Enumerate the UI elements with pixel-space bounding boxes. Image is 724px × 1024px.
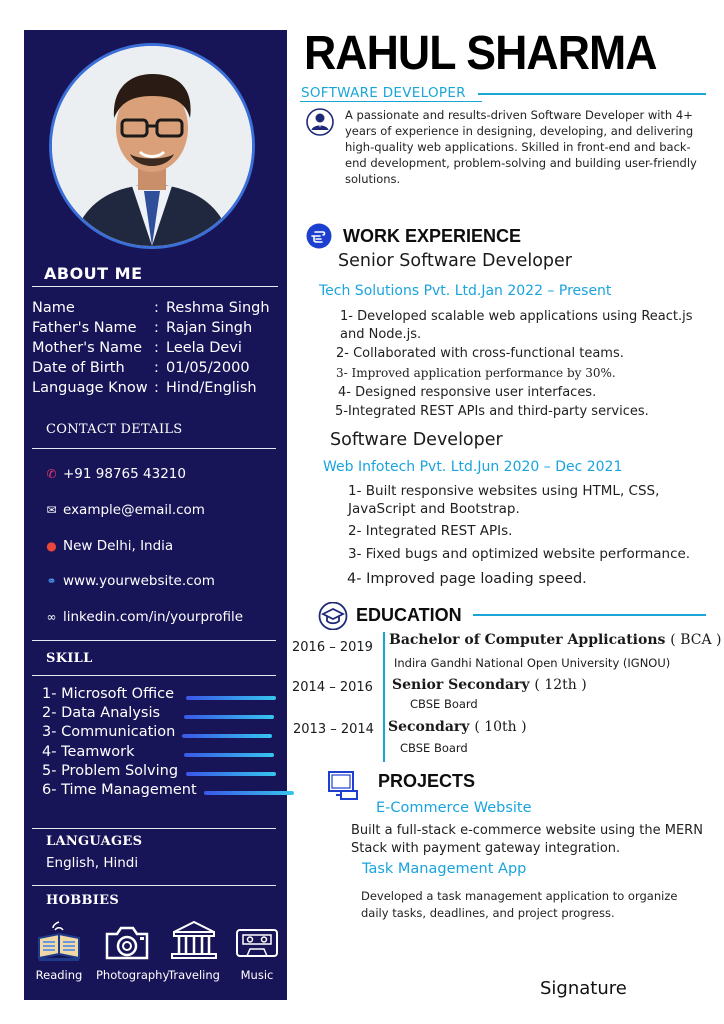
about-value: Leela Devi: [166, 340, 242, 356]
degree-name: Bachelor of Computer Applications: [389, 632, 666, 648]
profile-summary: A passionate and results-driven Software Developer with 4+ years of experience in designing, developing, and delivering high-quality web applications. Skilled in front-end and back-end development, problem-solving and building user-friendly solutions.: [345, 108, 697, 186]
hobby-reading: [28, 918, 90, 982]
contact-linkedin-text: linkedin.com/in/yourprofile: [63, 609, 244, 625]
phone-icon: ✆: [46, 467, 57, 481]
education-years: 2014 – 2016: [292, 680, 373, 695]
about-row-dob: [32, 360, 282, 380]
about-me-heading: ABOUT ME: [44, 264, 143, 283]
education-heading: EDUCATION: [356, 605, 462, 625]
about-key: Mother's Name: [32, 340, 143, 356]
contact-phone-text: +91 98765 43210: [63, 466, 186, 482]
skill-label: 2- Data Analysis: [42, 705, 161, 721]
about-separator: :: [154, 320, 159, 336]
hobby-traveling: [163, 918, 225, 982]
mail-icon: ✉: [46, 503, 57, 517]
about-separator: :: [154, 360, 159, 376]
hobby-label: Photography: [96, 968, 170, 982]
job-duty: 2- Integrated REST APIs.: [348, 523, 513, 539]
graduation-cap-icon: [318, 602, 348, 630]
degree-abbr: ( 10th ): [474, 719, 527, 735]
about-row-language: [32, 380, 282, 400]
divider: [32, 885, 276, 886]
signature: Signature: [540, 978, 627, 999]
about-value: Hind/English: [166, 380, 257, 396]
candidate-role: SOFTWARE DEVELOPER: [301, 85, 466, 101]
contact-website-text: www.yourwebsite.com: [63, 573, 215, 589]
education-board: CBSE Board: [410, 697, 478, 711]
contact-website[interactable]: [44, 573, 215, 589]
education-years: 2016 – 2019: [292, 640, 373, 655]
job-duty: 4- Designed responsive user interfaces.: [338, 385, 597, 400]
skill-bar: [184, 715, 274, 719]
skill-bar: [184, 753, 274, 757]
skill-heading: SKILL: [46, 651, 93, 666]
languages-text: English, Hindi: [46, 855, 139, 871]
monitor-icon: [327, 769, 359, 801]
hobbies-heading: HOBBIES: [46, 893, 120, 908]
job-title: Software Developer: [330, 430, 503, 450]
education-degree: [388, 719, 527, 735]
job-duty: 3- Improved application performance by 30%.: [336, 366, 616, 380]
project-name: Task Management App: [362, 861, 527, 877]
about-value: Rajan Singh: [166, 320, 253, 336]
hobby-label: Reading: [35, 968, 83, 982]
project-description: Built a full-stack e-commerce website using the MERN Stack with payment gateway integration.: [351, 823, 703, 856]
user-icon: [306, 108, 334, 136]
sidebar: [24, 30, 287, 1000]
project-name: E-Commerce Website: [376, 800, 532, 816]
contact-details-heading: CONTACT DETAILS: [46, 422, 183, 437]
monument-icon: [170, 918, 218, 964]
education-board: Indira Gandhi National Open University (IGNOU): [394, 656, 671, 670]
skill-bar: [182, 734, 272, 738]
skill-label: 6- Time Management: [42, 782, 197, 798]
degree-abbr: ( 12th ): [534, 677, 587, 693]
contact-phone[interactable]: [44, 466, 186, 482]
about-separator: :: [154, 380, 159, 396]
hobby-photography: [96, 918, 170, 982]
hobby-music: [226, 918, 288, 982]
education-degree: [389, 632, 721, 648]
projects-heading: PROJECTS: [378, 771, 476, 791]
divider: [32, 675, 276, 676]
skill-bar: [186, 772, 276, 776]
candidate-name: RAHUL SHARMA: [304, 27, 657, 80]
profile-photo: [52, 46, 252, 246]
job-duty: 4- Improved page loading speed.: [347, 571, 587, 587]
about-value: 01/05/2000: [166, 360, 250, 376]
divider: [300, 101, 482, 102]
degree-abbr: ( BCA ): [670, 632, 722, 648]
location-pin-icon: ●: [46, 539, 57, 553]
divider: [32, 448, 276, 449]
hobby-label: Music: [240, 968, 274, 982]
job-duty: 1- Developed scalable web applications using React.js and Node.js.: [340, 309, 693, 342]
education-years: 2013 – 2014: [293, 722, 374, 737]
work-experience-heading: WORK EXPERIENCE: [343, 226, 522, 246]
about-value: Reshma Singh: [166, 300, 270, 316]
degree-name: Secondary: [388, 719, 470, 735]
camera-icon: [103, 918, 151, 964]
job-company: Tech Solutions Pvt. Ltd.Jan 2022 – Present: [319, 283, 612, 299]
skill-label: 5- Problem Solving: [42, 763, 179, 779]
link-icon: ∞: [46, 610, 57, 624]
about-key: Name: [32, 300, 75, 316]
job-duty: 1- Built responsive websites using HTML, CSS, JavaScript and Bootstrap.: [348, 483, 660, 517]
contact-location-text: New Delhi, India: [63, 538, 174, 554]
skill-bar: [186, 696, 276, 700]
about-row-name: [32, 300, 282, 320]
job-title: Senior Software Developer: [338, 251, 573, 271]
contact-email-text: example@email.com: [63, 502, 205, 518]
hobby-label: Traveling: [168, 968, 220, 982]
education-board: CBSE Board: [400, 741, 468, 755]
about-key: Date of Birth: [32, 360, 125, 376]
about-key: Father's Name: [32, 320, 137, 336]
divider: [473, 614, 706, 616]
job-duty: 2- Collaborated with cross-functional teams.: [336, 346, 624, 361]
job-company: Web Infotech Pvt. Ltd.Jun 2020 – Dec 2021: [323, 459, 623, 475]
globe-icon: ⚭: [46, 574, 57, 588]
about-separator: :: [154, 300, 159, 316]
skill-label: 3- Communication: [42, 724, 176, 740]
divider: [32, 640, 276, 641]
divider: [32, 828, 276, 829]
languages-heading: LANGUAGES: [46, 834, 143, 849]
about-separator: :: [154, 340, 159, 356]
divider: [32, 286, 278, 287]
degree-name: Senior Secondary: [392, 677, 530, 693]
divider: [383, 632, 385, 762]
about-key: Language Know: [32, 380, 148, 396]
divider: [478, 93, 706, 95]
job-duty: 5-Integrated REST APIs and third-party services.: [335, 404, 649, 419]
education-degree: [392, 677, 587, 693]
cassette-icon: [233, 918, 281, 964]
book-icon: [35, 918, 83, 964]
project-description: Developed a task management application to organize daily tasks, deadlines, and project progress.: [361, 889, 678, 920]
skill-bar: [204, 791, 294, 795]
contact-linkedin[interactable]: [44, 609, 243, 625]
about-row-father: [32, 320, 282, 340]
hand-pointer-icon: [306, 223, 332, 249]
contact-email[interactable]: [44, 502, 205, 518]
about-row-mother: [32, 340, 282, 360]
job-duty: 3- Fixed bugs and optimized website performance.: [348, 546, 691, 562]
skill-label: 1- Microsoft Office: [42, 686, 174, 702]
skill-label: 4- Teamwork: [42, 744, 135, 760]
contact-location: [44, 538, 173, 554]
